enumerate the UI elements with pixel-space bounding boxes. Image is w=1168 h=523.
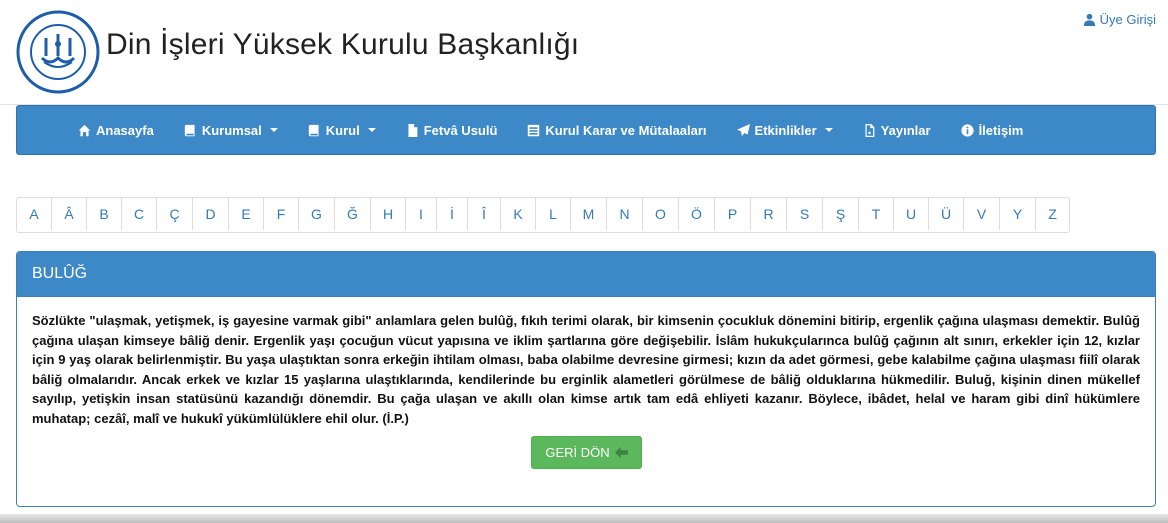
letter-link[interactable]: P — [714, 198, 750, 230]
send-icon — [737, 124, 750, 137]
letter-link[interactable]: I — [405, 198, 436, 230]
letter-link[interactable]: Î — [467, 198, 500, 230]
letter-link[interactable]: Â — [51, 198, 86, 230]
back-button-label: GERİ DÖN — [545, 445, 610, 460]
letter-link[interactable]: Ş — [822, 198, 858, 230]
letter-link[interactable]: S — [786, 198, 822, 230]
window-bottom-edge — [0, 514, 1168, 523]
file-icon — [406, 124, 419, 137]
letter-link[interactable]: F — [263, 198, 298, 230]
letter-link[interactable]: A — [29, 206, 39, 222]
letter-link[interactable]: G — [298, 198, 334, 230]
nav-yayinlar[interactable] — [848, 106, 946, 154]
nav-kurumsal[interactable] — [169, 106, 293, 154]
caret-down-icon — [368, 128, 376, 132]
letter-link[interactable]: V — [963, 198, 999, 230]
letter-link[interactable]: Ğ — [334, 198, 370, 230]
member-login-label: Üye Girişi — [1099, 12, 1156, 27]
letter-link[interactable]: K — [500, 198, 535, 230]
nav-label: Kurul Karar ve Mütalaaları — [545, 122, 707, 138]
pdf-icon — [863, 124, 876, 137]
nav-home[interactable] — [63, 106, 169, 154]
nav-label: Kurumsal — [201, 122, 262, 138]
diyanet-logo[interactable] — [16, 10, 100, 94]
nav-label: Fetvâ Usulü — [423, 122, 498, 138]
back-button[interactable] — [531, 436, 642, 469]
list-alt-icon — [527, 124, 540, 137]
user-icon — [1083, 13, 1096, 26]
nav-iletisim[interactable] — [946, 106, 1039, 154]
letter-link[interactable]: Y — [999, 198, 1035, 230]
letter-link[interactable]: Ü — [928, 198, 963, 230]
letter-link[interactable]: O — [642, 198, 678, 230]
letter-link[interactable]: C — [121, 198, 156, 230]
letter-link[interactable]: D — [192, 198, 228, 230]
alphabet-pagination — [16, 197, 1070, 233]
letter-link[interactable]: N — [606, 198, 642, 230]
home-icon — [78, 124, 91, 137]
nav-kurul-karar[interactable] — [512, 106, 721, 154]
main-navbar — [16, 105, 1156, 155]
book-icon — [308, 124, 321, 137]
letter-link[interactable]: M — [570, 198, 606, 230]
nav-label: Etkinlikler — [754, 122, 817, 138]
letter-link[interactable]: T — [858, 198, 893, 230]
letter-link[interactable]: U — [893, 198, 928, 230]
letter-link[interactable]: Ç — [156, 198, 192, 230]
nav-label: Yayınlar — [880, 122, 931, 138]
info-icon — [961, 124, 974, 137]
entry-body: Sözlükte "ulaşmak, yetişmek, iş gayesine varmak gibi" anlamlara gelen bulûğ, fıkıh terimi olarak, bir kimsenin çocukluk dönemini bitirip, ergenlik çağına ulaşması demektir. Bulûğ çağına ulaşan kimseye bâliğ denir. Ergenlik yaşı çocuğun vücut yapısına ve iklim şartlarına göre değişebilir. İslâm hukukçularınca bulûğ çağının alt sınırı, erkekler için 12, kızlar için 9 yaş olarak belirlenmiştir. Bu yaşa ulaştıktan sonra erkeğin ihtilam olması, baba olabilme devresine girmesi; kızın da adet görmesi, gebe kalabilme çağına ulaşması fiilî olarak bâliğ olmalarıdır. Ancak erkek ve kızlar 15 yaşlarına ulaştıklarında, kendilerinde bu erginlik alametleri görülmese de bâliğ olduklarına hükmedilir. Buluğ, kişinin dinen mükellef sayılıp, yetişkin insan statüsünü kazandığı dönemdir. Bu çağa ulaşan ve akıllı olan kimse artık tam edâ ehliyeti kazanır. Böylece, ibâdet, helal ve haram gibi dinî hükümlere muhatap; cezâî, malî ve hukukî yükümlülüklere ehil olur. (İ.P.) — [32, 313, 1140, 426]
nav-etkinlikler[interactable] — [722, 106, 848, 154]
book-icon — [184, 124, 197, 137]
letter-link[interactable]: L — [535, 198, 570, 230]
nav-label: İletişim — [978, 122, 1024, 138]
nav-kurul[interactable] — [293, 106, 391, 154]
arrow-left-icon — [615, 447, 628, 458]
letter-link[interactable]: B — [86, 198, 121, 230]
letter-link[interactable]: H — [370, 198, 405, 230]
letter-link[interactable]: İ — [436, 198, 467, 230]
entry-title: BULÛĞ — [17, 252, 1155, 297]
nav-label: Kurul — [325, 122, 360, 138]
letter-link[interactable]: E — [228, 198, 263, 230]
nav-label: Anasayfa — [96, 122, 154, 138]
entry-panel — [16, 251, 1156, 507]
member-login-link[interactable] — [1083, 12, 1156, 27]
letter-link[interactable]: R — [750, 198, 786, 230]
site-title[interactable]: Din İşleri Yüksek Kurulu Başkanlığı — [106, 28, 580, 61]
nav-fetva-usulu[interactable] — [391, 106, 513, 154]
letter-link[interactable]: Z — [1035, 198, 1069, 230]
caret-down-icon — [825, 128, 833, 132]
letter-link[interactable]: Ö — [678, 198, 714, 230]
caret-down-icon — [270, 128, 278, 132]
